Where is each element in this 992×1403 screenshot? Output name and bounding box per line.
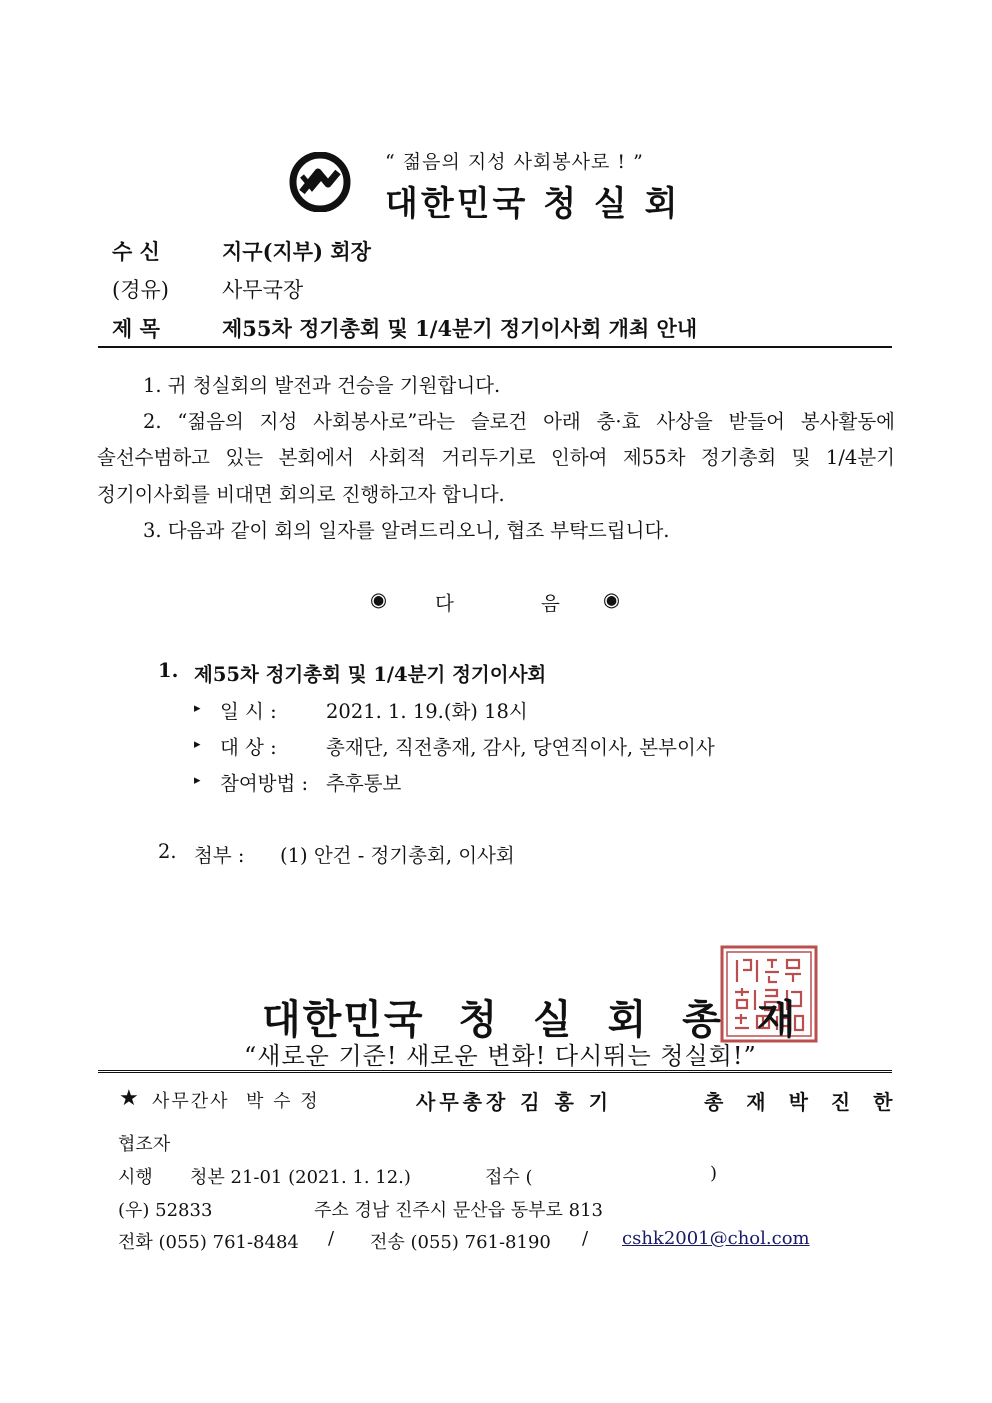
issue-value: 청본 21-01 (2021. 1. 12.) [190, 1167, 411, 1188]
address: 주소 경남 진주시 문산읍 동부로 813 [314, 1200, 604, 1221]
notice-mark-right: ◉ [603, 588, 621, 611]
participation-label: 참여방법 : [220, 772, 309, 795]
item-1-title: 제55차 정기총회 및 1/4분기 정기이사회 [194, 663, 547, 686]
notice-title-da: 다 [435, 592, 454, 615]
via-label: (경유) [112, 278, 169, 302]
phone: 전화 (055) 761-8484 [118, 1232, 299, 1253]
footer-divider [98, 1070, 892, 1073]
staff-title: 사무간사 [152, 1091, 230, 1112]
secretary-general: 사무총장 김 홍 기 [416, 1090, 613, 1114]
paragraph-1: 1. 귀 청실회의 발전과 건승을 기원합니다. [143, 374, 501, 397]
star-icon: ★ [119, 1086, 139, 1111]
receipt-label: 접수 ( [485, 1167, 533, 1188]
footer-organization: 대한민국 청 실 회 총 재 [262, 996, 798, 1043]
cooperator-label: 협조자 [118, 1134, 171, 1155]
header-slogan: “ 젊음의 지성 사회봉사로 ! ” [385, 151, 644, 173]
header-organization: 대한민국 청 실 회 [385, 184, 681, 224]
bullet-icon: ▸ [194, 701, 201, 716]
paragraph-2-line-2: 솔선수범하고 있는 본회에서 사회적 거리두기로 인하여 제55차 정기총회 및 1/4분기 [97, 446, 895, 469]
footer-slogan: “새로운 기준! 새로운 변화! 다시뛰는 청실회!” [244, 1042, 757, 1070]
separator: / [582, 1228, 589, 1249]
target-label: 대 상 : [220, 736, 277, 759]
fax: 전송 (055) 761-8190 [370, 1232, 551, 1253]
subject-label: 제 목 [112, 316, 160, 341]
paragraph-3: 3. 다음과 같이 회의 일자를 알려드리오니, 협조 부탁드립니다. [143, 519, 670, 542]
recipient-value: 지구(지부) 회장 [222, 239, 371, 264]
zip-code: (우) 52833 [118, 1200, 213, 1221]
organization-logo [288, 152, 352, 212]
staff-name: 박 수 정 [246, 1091, 320, 1112]
subject-value: 제55차 정기총회 및 1/4분기 정기이사회 개최 안내 [222, 316, 698, 341]
schedule-label: 일 시 : [220, 700, 277, 723]
item-2-number: 2. [158, 840, 177, 863]
recipient-label: 수 신 [112, 239, 160, 264]
item-2-value: (1) 안건 - 정기총회, 이사회 [280, 844, 515, 867]
header-divider [98, 346, 892, 348]
bullet-icon: ▸ [194, 737, 201, 752]
separator: / [328, 1228, 335, 1249]
paragraph-2-line-3: 정기이사회를 비대면 회의로 진행하고자 합니다. [97, 483, 505, 506]
participation-value: 추후통보 [326, 772, 402, 795]
receipt-close: ) [710, 1163, 718, 1184]
bullet-icon: ▸ [194, 773, 201, 788]
notice-title-eum: 음 [541, 592, 560, 615]
item-2-label: 첨부 : [194, 844, 245, 867]
via-value: 사무국장 [222, 278, 304, 302]
email-link[interactable]: cshk2001@chol.com [622, 1228, 810, 1249]
president: 총 재 박 진 한 [704, 1090, 901, 1114]
item-1-number: 1. [158, 659, 179, 682]
target-value: 총재단, 직전총재, 감사, 당연직이사, 본부이사 [326, 736, 715, 759]
issue-label: 시행 [118, 1167, 153, 1188]
schedule-value: 2021. 1. 19.(화) 18시 [326, 700, 528, 723]
notice-mark-left: ◉ [370, 588, 388, 611]
paragraph-2-line-1: 2. “젊음의 지성 사회봉사로”라는 슬로건 아래 충·효 사상을 받들어 봉사활동에 [143, 410, 895, 433]
